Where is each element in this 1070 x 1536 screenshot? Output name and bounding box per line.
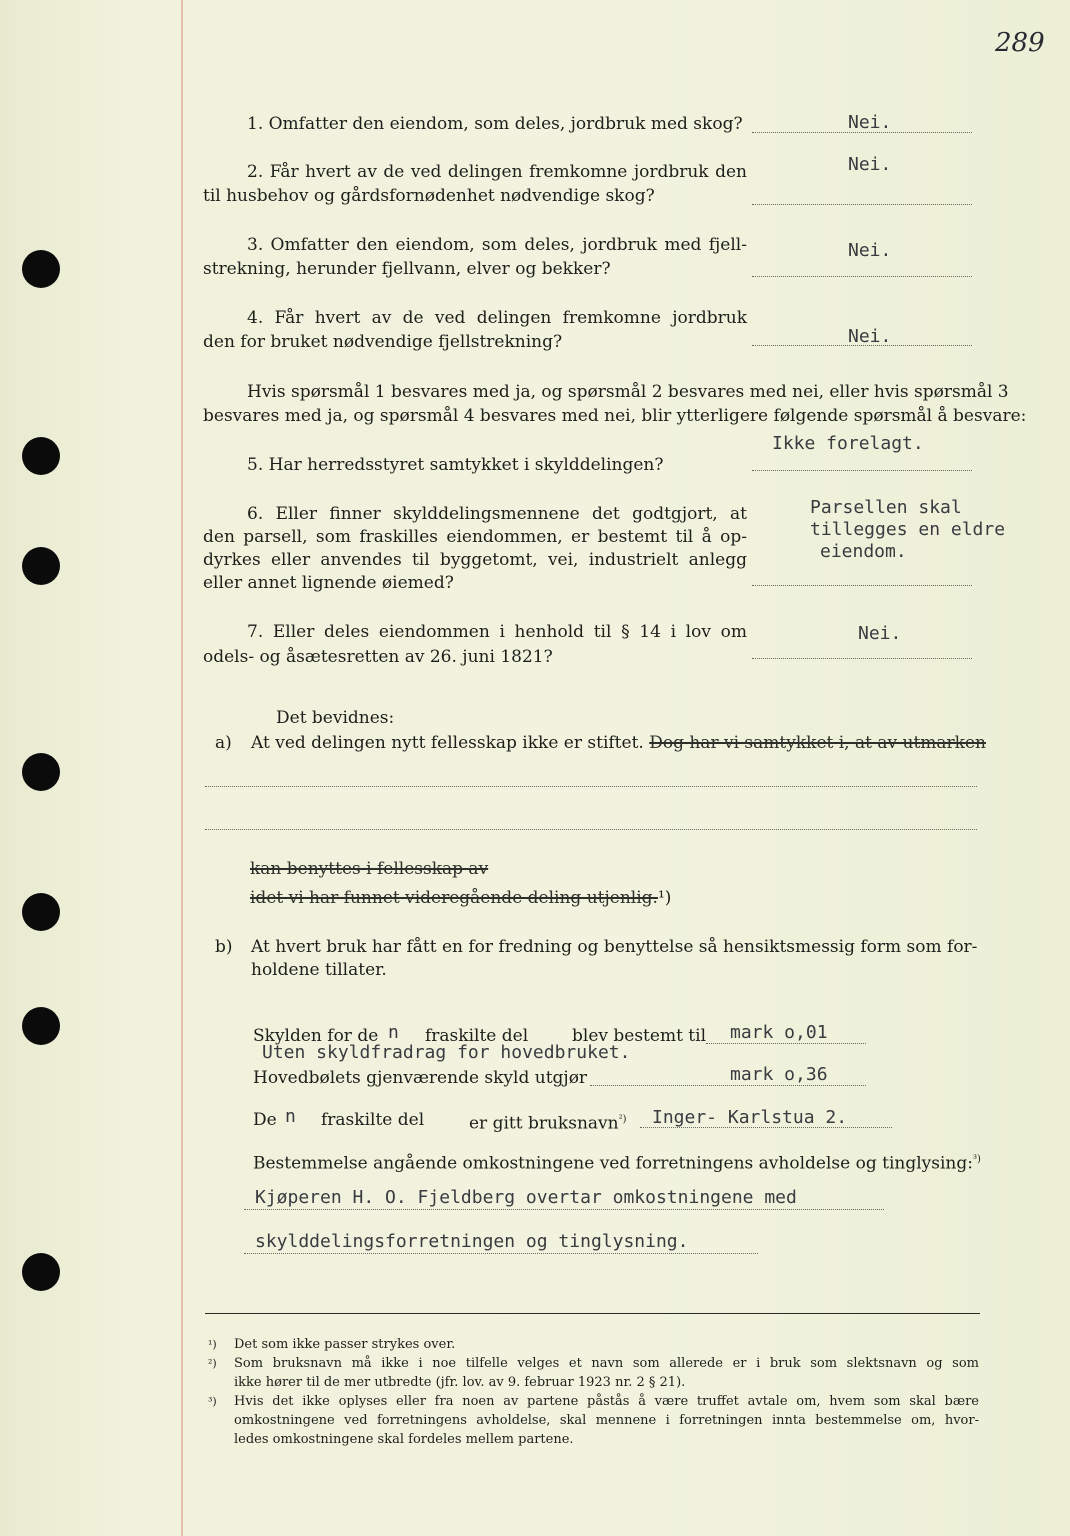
skyld-line-1-mid: fraskilte del (425, 1026, 529, 1046)
skyld-line-3-pre: Hovedbølets gjenværende skyld utgjør (253, 1068, 588, 1088)
page-number: 289 (995, 28, 1045, 58)
question-1-answer: Nei. (848, 112, 892, 133)
item-a-text (251, 731, 986, 755)
question-3-line-2: strekning, herunder fjellvann, elver og bekker? (203, 259, 611, 279)
item-b-label: b) (215, 937, 233, 957)
question-4-answer: Nei. (848, 326, 892, 347)
item-a-struck-line-2 (250, 857, 488, 881)
question-6-line-3: dyrkes eller anvendes til byggetomt, vei, industrielt anlegg (203, 550, 747, 570)
punch-hole (22, 1007, 60, 1045)
margin-line (181, 0, 183, 1536)
item-b-line-1: At hvert bruk har fått en for fredning og benyttelse så hensiktsmessig form som for- (251, 937, 978, 957)
question-7-line-1: 7. Eller deles eiendommen i henhold til § 14 i lov om (247, 622, 747, 642)
struck-text: idet vi har funnet videregående deling utjenlig. (250, 888, 658, 908)
blank-line (205, 786, 977, 787)
answer-line (752, 585, 972, 586)
skyld-line-1-pre: Skylden for de (253, 1026, 379, 1046)
question-2-line-2: til husbehov og gårdsfornødenhet nødvendige skog? (203, 186, 655, 206)
question-3-answer: Nei. (848, 240, 892, 261)
punch-hole (22, 1253, 60, 1291)
question-6-answer-line-1: Parsellen skal (810, 497, 962, 518)
answer-line (752, 470, 972, 471)
footnote-ref: ¹) (657, 888, 672, 908)
item-a-struck-text: Dog har vi samtykket i, at av utmarken (649, 733, 986, 753)
footnote-mark: ²) (208, 1357, 217, 1370)
punch-hole (22, 893, 60, 931)
question-4-line-2: den for bruket nødvendige fjellstrekning? (203, 332, 563, 352)
question-7-answer: Nei. (858, 623, 902, 644)
footnote-line: omkostningene ved forretningens avholdelse, skal mennene i forretningen innta bestemmelse om, hvor- (234, 1413, 979, 1428)
footnote-line: Som bruksnavn må ikke i noe tilfelle velges et navn som allerede er i bruk som slektsnavn og som (234, 1356, 979, 1371)
footnote-line: ledes omkostningene skal fordeles mellem partene. (234, 1432, 574, 1447)
cost-line-2: skylddelingsforretningen og tinglysning. (255, 1231, 689, 1252)
bruksnavn-line-post (469, 1108, 627, 1136)
omkostning-label: Bestemmelse angående omkostningene ved forretningens avholdelse og tinglysing: (253, 1153, 973, 1174)
question-6-line-1: 6. Eller finner skylddelingsmennene det godtgjort, at (247, 504, 747, 524)
skyld-value-2: mark o,36 (730, 1064, 828, 1085)
footnote-rule (205, 1313, 980, 1314)
question-6-line-4: eller annet lignende øiemed? (203, 573, 454, 593)
question-6-line-2: den parsell, som fraskilles eiendommen, er bestemt til å op- (203, 527, 747, 547)
question-2-line-1: 2. Får hvert av de ved delingen fremkomne jordbruk den (247, 162, 747, 182)
value-line (244, 1253, 758, 1254)
value-line (244, 1209, 884, 1210)
item-a-label: a) (215, 733, 232, 753)
question-6-answer-line-2: tillegges en eldre (810, 519, 1006, 540)
footnote-mark: ³) (208, 1395, 217, 1408)
question-1-text: 1. Omfatter den eiendom, som deles, jordbruk med skog? (247, 114, 743, 134)
question-2-answer: Nei. (848, 154, 892, 175)
bruksnavn-line-n: n (285, 1106, 296, 1127)
punch-hole (22, 437, 60, 475)
bruksnavn-line-mid: fraskilte del (321, 1110, 425, 1130)
skyld-typed-note: Uten skyldfradrag for hovedbruket. (262, 1042, 631, 1063)
blank-line (205, 829, 977, 830)
punch-hole (22, 547, 60, 585)
condition-line-2: besvares med ja, og spørsmål 4 besvares med nei, blir ytterligere følgende spørsmål å besvare: (203, 406, 1027, 426)
footnote-ref: ³) (972, 1154, 981, 1165)
answer-line (752, 204, 972, 205)
footnote-1 (208, 1335, 979, 1354)
cost-line-1: Kjøperen H. O. Fjeldberg overtar omkostningene med (255, 1187, 797, 1208)
question-6-answer-line-3: eiendom. (820, 541, 907, 562)
item-b-line-2: holdene tillater. (251, 960, 387, 980)
punch-hole (22, 753, 60, 791)
footnote-3 (208, 1392, 979, 1449)
bruksnavn-label: er gitt bruksnavn (469, 1113, 619, 1134)
omkostning-heading (253, 1148, 981, 1176)
question-5-answer: Ikke forelagt. (772, 433, 924, 454)
footnote-line: Hvis det ikke oplyses eller fra noen av partene påstås å være truffet avtale om, hvem som skal bære (234, 1394, 979, 1409)
item-a-struck-line-3 (250, 886, 671, 910)
question-3-line-1: 3. Omfatter den eiendom, som deles, jordbruk med fjell- (247, 235, 747, 255)
bevidnes-heading: Det bevidnes: (276, 708, 395, 728)
footnote-2 (208, 1354, 979, 1392)
skyld-line-1-post: blev bestemt til (572, 1026, 707, 1046)
answer-line (752, 276, 972, 277)
bruksnavn-value: Inger- Karlstua 2. (652, 1107, 848, 1128)
condition-line-1: Hvis spørsmål 1 besvares med ja, og spørsmål 2 besvares med nei, eller hvis spørsmål 3 (247, 382, 1009, 402)
footnote-ref: ²) (618, 1114, 627, 1125)
punch-hole (22, 250, 60, 288)
footnote-mark: ¹) (208, 1338, 217, 1351)
answer-line (752, 658, 972, 659)
struck-text: kan benyttes i fellesskap av (250, 859, 489, 879)
item-a-statement: At ved delingen nytt fellesskap ikke er stiftet. (251, 733, 644, 753)
footnote-line: Det som ikke passer strykes over. (234, 1337, 456, 1352)
skyld-line-1-n: n (388, 1022, 399, 1043)
footnote-line: ikke hører til de mer utbredte (jfr. lov. av 9. februar 1923 nr. 2 § 21). (234, 1375, 686, 1390)
question-7-line-2: odels- og åsætesretten av 26. juni 1821? (203, 647, 553, 667)
bruksnavn-line-pre: De (253, 1110, 277, 1130)
question-5-text: 5. Har herredsstyret samtykket i skylddelingen? (247, 455, 664, 475)
skyld-value-1: mark o,01 (730, 1022, 828, 1043)
question-4-line-1: 4. Får hvert av de ved delingen fremkomne jordbruk (247, 308, 747, 328)
